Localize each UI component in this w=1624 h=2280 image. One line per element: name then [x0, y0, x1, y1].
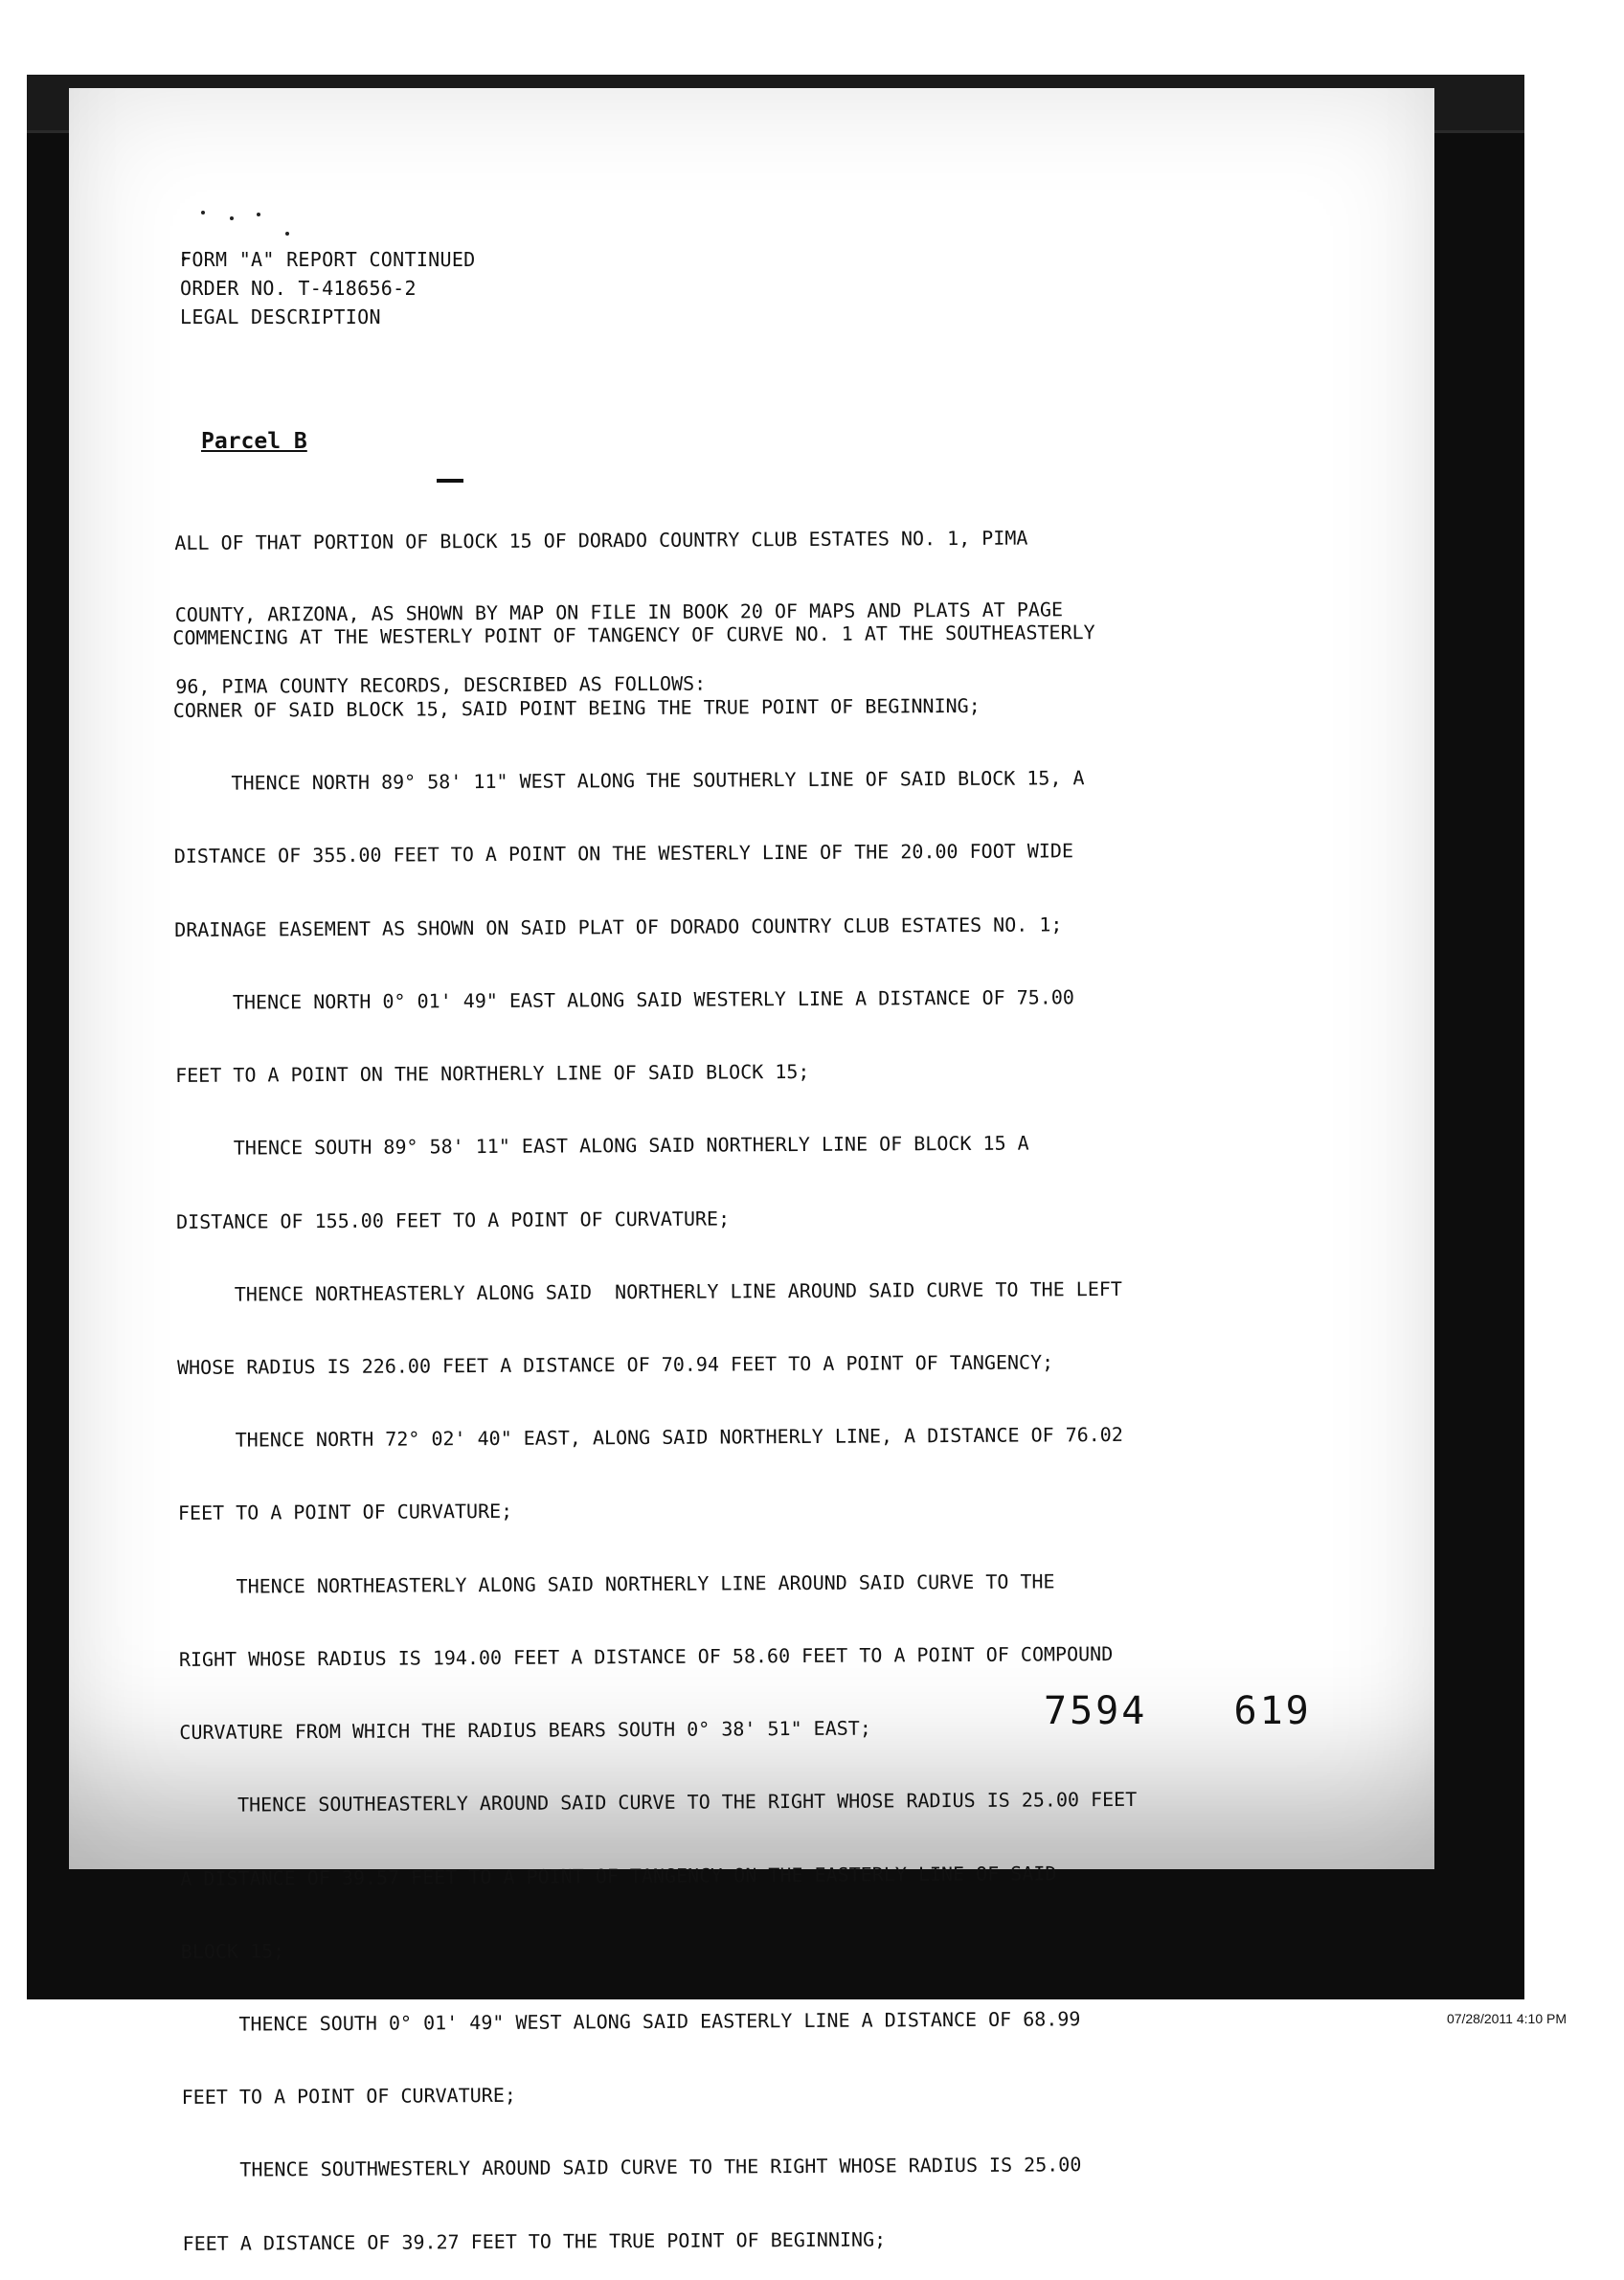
description-line: COMMENCING AT THE WESTERLY POINT OF TANGENCY OF CURVE NO. 1 AT THE SOUTHEASTERLY — [172, 620, 1095, 649]
scan-speck — [230, 216, 234, 220]
description-line: BLOCK 15; — [180, 1939, 285, 1963]
scan-speck — [201, 211, 205, 214]
description-line: THENCE NORTH 72° 02' 40" EAST, ALONG SAID NORTHERLY LINE, A DISTANCE OF 76.02 — [177, 1423, 1123, 1453]
description-line: RIGHT WHOSE RADIUS IS 194.00 FEET A DISTANCE OF 58.60 FEET TO A POINT OF COMPOUND — [178, 1641, 1114, 1671]
description-line: DRAINAGE EASEMENT AS SHOWN ON SAID PLAT OF DORADO COUNTRY CLUB ESTATES NO. 1; — [174, 913, 1063, 941]
description-line: THENCE NORTHEASTERLY ALONG SAID NORTHERLY LINE AROUND SAID CURVE TO THE — [178, 1569, 1055, 1598]
scan-speck — [257, 213, 260, 216]
description-line: THENCE SOUTHWESTERLY AROUND SAID CURVE TO THE RIGHT WHOSE RADIUS IS 25.00 — [182, 2153, 1082, 2182]
description-line: DISTANCE OF 355.00 FEET TO A POINT ON THE WESTERLY LINE OF THE 20.00 FOOT WIDE — [173, 839, 1074, 869]
recording-number: 7594 619 — [1044, 1689, 1312, 1733]
description-line: WHOSE RADIUS IS 226.00 FEET A DISTANCE OF 70.94 FEET TO A POINT OF TANGENCY; — [176, 1350, 1054, 1379]
description-line: THENCE NORTHEASTERLY ALONG SAID NORTHERLY LINE AROUND SAID CURVE TO THE LEFT — [176, 1276, 1123, 1306]
description-line: THENCE SOUTH 0° 01' 49" WEST ALONG SAID EASTERLY LINE A DISTANCE OF 68.99 — [181, 2007, 1081, 2036]
description-line: FEET TO A POINT ON THE NORTHERLY LINE OF SAID BLOCK 15; — [175, 1060, 810, 1088]
description-line: DISTANCE OF 155.00 FEET TO A POINT OF CURVATURE; — [176, 1207, 731, 1233]
description-line: FEET TO A POINT OF CURVATURE; — [177, 1500, 513, 1525]
description-line: CURVATURE FROM WHICH THE RADIUS BEARS SOUTH 0° 38' 51" EAST; — [179, 1716, 871, 1745]
description-line: THENCE SOUTH 89° 58' 11" EAST ALONG SAID NORTHERLY LINE OF BLOCK 15 A — [175, 1131, 1029, 1161]
header-legal-line: LEGAL DESCRIPTION — [180, 305, 381, 328]
header-order-line: ORDER NO. T-418656-2 — [180, 277, 417, 300]
description-line: THENCE NORTH 89° 58' 11" WEST ALONG THE SOUTHERLY LINE OF SAID BLOCK 15, A — [173, 766, 1085, 796]
description-line: FEET TO A POINT OF CURVATURE; — [181, 2084, 516, 2110]
intro-line: 96, PIMA COUNTY RECORDS, DESCRIBED AS FOLLOWS: — [175, 671, 707, 698]
print-timestamp: 07/28/2011 4:10 PM — [1446, 2011, 1567, 2026]
intro-line: ALL OF THAT PORTION OF BLOCK 15 OF DORADO COUNTRY CLUB ESTATES NO. 1, PIMA — [174, 526, 1028, 554]
description-line: CORNER OF SAID BLOCK 15, SAID POINT BEING THE TRUE POINT OF BEGINNING; — [172, 693, 981, 723]
parcel-title: Parcel B — [201, 429, 307, 454]
intro-line: COUNTY, ARIZONA, AS SHOWN BY MAP ON FILE IN BOOK 20 OF MAPS AND PLATS AT PAGE — [174, 598, 1064, 626]
report-header — [180, 245, 476, 331]
description-line: THENCE SOUTHEASTERLY AROUND SAID CURVE TO THE RIGHT WHOSE RADIUS IS 25.00 FEET — [179, 1788, 1138, 1817]
description-line: THENCE NORTH 0° 01' 49" EAST ALONG SAID WESTERLY LINE A DISTANCE OF 75.00 — [174, 985, 1074, 1014]
description-line: A DISTANCE OF 39.57 FEET TO A POINT OF TANGENCY ON THE EASTERLY LINE OF SAID — [180, 1861, 1057, 1890]
legal-description-body — [172, 572, 1139, 2280]
header-form-line: FORM "A" REPORT CONTINUED — [180, 248, 476, 271]
description-line: FEET A DISTANCE OF 39.27 FEET TO THE TRUE POINT OF BEGINNING; — [182, 2227, 887, 2255]
scan-speck — [285, 232, 289, 236]
